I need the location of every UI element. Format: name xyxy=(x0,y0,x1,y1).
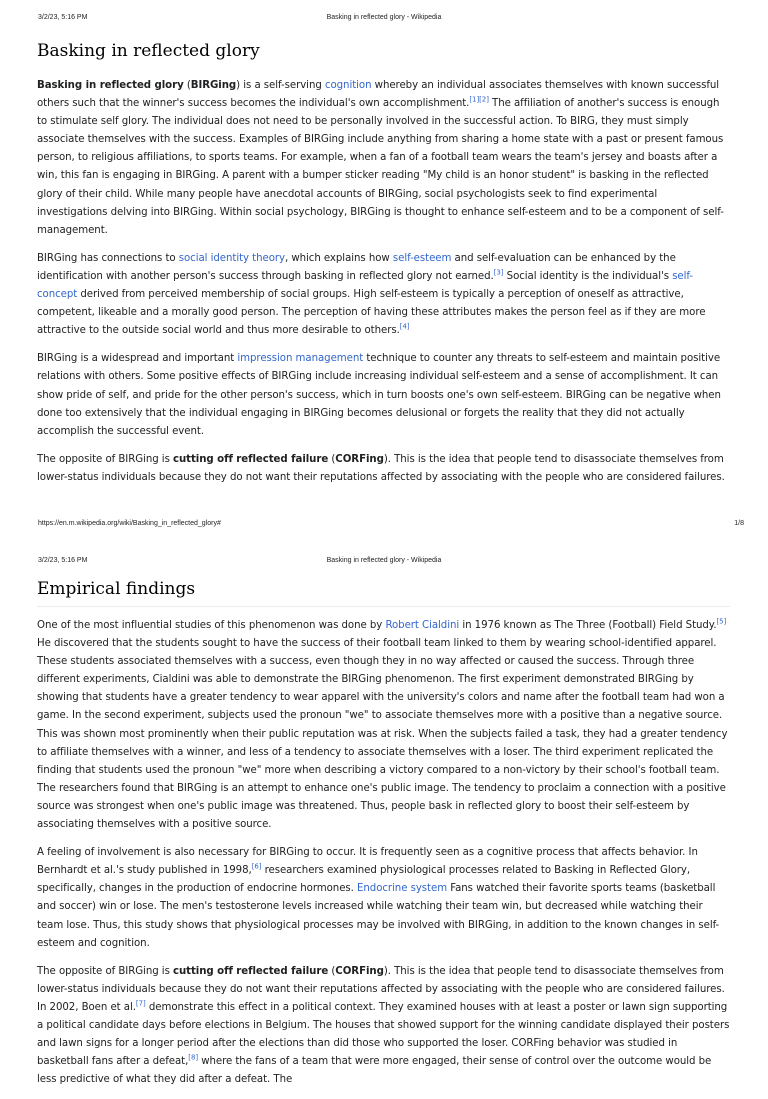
citation-8[interactable]: [8] xyxy=(188,1053,199,1062)
print-datetime: 3/2/23, 5:16 PM xyxy=(38,557,88,564)
print-page-number: 1/8 xyxy=(734,520,744,527)
citation-3[interactable]: [3] xyxy=(493,268,504,277)
print-page-title: Basking in reflected glory - Wikipedia xyxy=(326,14,442,21)
intro-paragraph-2: BIRGing has connections to social identity theory, which explains how self-esteem and self-evaluation can be enhanced by the identification with another person's success through basking in reflected glory not earned.[3] Social identity is the individual's self-concept derived from perceived membership of social groups. High self-esteem is typically a perception of oneself as attractive, competent, likeable and a morally good person. The perception of having these attributes makes the person feel as if they are more attractive to the outside social world and thus more desirable to others.[4] xyxy=(37,252,706,337)
print-page-title: Basking in reflected glory - Wikipedia xyxy=(326,557,442,564)
citation-6[interactable]: [6] xyxy=(251,862,262,871)
empirical-paragraph-3: The opposite of BIRGing is cutting off reflected failure (CORFing). This is the idea that people tend to disassociate themselves from lower-status individuals because they do not want their reputations affected by associating with the people who are considered failures. In 2002, Boen et al.[7] demonstrate this effect in a political context. They examined houses with at least a poster or lawn sign supporting a political candidate days before elections in Belgium. The houses that showed support for the winning candidate displayed their posters and lawn signs for a longer period after the elections than did those who supported the loser. CORFing behavior was studied in basketball fans after a defeat,[8] where the fans of a team that were more engaged, their sense of control over the outcome would be less predictive of what they did after a defeat. The xyxy=(37,965,730,1086)
link-social-identity-theory[interactable]: social identity theory xyxy=(178,252,285,264)
article-intro xyxy=(37,40,730,497)
intro-paragraph-1: Basking in reflected glory (BIRGing) is a self-serving cognition whereby an individual associates themselves with known successful others such that the winner's success becomes the individual's own accomplishment.[1][2] The affiliation of another's success is enough to stimulate self glory. The individual does not need to be personally involved in the successful action. To BIRG, they must simply associate themselves with the success. Examples of BIRGing include anything from sharing a home state with a past or present famous person, to religious affiliations, to sports teams. For example, when a fan of a football team wears the team's jersey and boasts after a win, this fan is engaging in BIRGing. A parent with a bumper sticker reading "My child is an honor student" is basking in the reflected glory of their child. While many people have anecdotal accounts of BIRGing, social psychologists seek to find experimental investigations delving into BIRGing. Within social psychology, BIRGing is thought to enhance self-esteem and to be a component of self-management. xyxy=(37,80,724,236)
citation-4[interactable]: [4] xyxy=(399,322,410,331)
intro-paragraph-4: The opposite of BIRGing is cutting off reflected failure (CORFing). This is the idea that people tend to disassociate themselves from lower-status individuals because they do not want their reputations affected by associating with the people who are considered failures. xyxy=(37,453,725,483)
print-footer xyxy=(0,520,768,534)
link-impression-management[interactable]: impression management xyxy=(237,353,364,365)
citation-1[interactable]: [1] xyxy=(469,95,480,104)
empirical-paragraph-2: A feeling of involvement is also necessary for BIRGing to occur. It is frequently seen as a cognitive process that affects behavior. In Bernhardt et al.'s study published in 1998,[6] researchers examined physiological processes related to Basking in Reflected Glory, specifically, changes in the production of endocrine hormones. Endocrine system Fans watched their favorite sports teams (basketball and soccer) win or lose. The men's testosterone levels increased while watching their team win, but decreased while watching their team lose. Thus, this study shows that physiological processes may be involved with BIRGing, in addition to the known changes in self-esteem and cognition. xyxy=(37,847,720,949)
section-empirical-findings xyxy=(37,578,730,1099)
print-header-page-2 xyxy=(0,557,768,571)
link-cognition[interactable]: cognition xyxy=(324,80,372,91)
link-robert-cialdini[interactable]: Robert Cialdini xyxy=(385,620,460,631)
link-self-esteem[interactable]: self-esteem xyxy=(392,252,452,264)
empirical-paragraph-1: One of the most influential studies of this phenomenon was done by Robert Cialdini in 1976 known as The Three (Football) Field Study.[5] He discovered that the students sought to have the success of their football team linked to them by wearing school-identified apparel. These students associated themselves with a success, even though they in no way affected or caused the success. Through three different experiments, Cialdini was able to demonstrate the BIRGing phenomenon. The first experiment demonstrated BIRGing by showing that students have a greater tendency to wear apparel with the university's colors and name after the football team had won a game. In the second experiment, subjects used the pronoun "we" to associate themselves more with a positive than a negative source. This was shown most prominently when their public reputation was at risk. When the subjects failed a task, they had a greater tendency to affiliate themselves with a winner, and less of a tendency to associate themselves with a loser. The third experiment replicated the finding that students used the pronoun "we" more when describing a victory compared to a non-victory by their school's football team. The researchers found that BIRGing is an attempt to enhance one's public image. The tendency to proclaim a connection with a positive source was strongest when one's public image was threatened. Thus, people bask in reflected glory to boost their self-esteem by associating themselves with a positive source. xyxy=(37,617,728,831)
print-datetime: 3/2/23, 5:16 PM xyxy=(38,14,88,21)
section-heading: Empirical findings xyxy=(37,578,730,607)
print-url: https://en.m.wikipedia.org/wiki/Basking_in_reflected_glory# xyxy=(38,520,221,527)
print-header xyxy=(0,14,768,28)
link-self-concept[interactable]: self-concept xyxy=(37,270,693,301)
citation-5[interactable]: [5] xyxy=(716,617,727,626)
page-title: Basking in reflected glory xyxy=(37,41,260,61)
intro-paragraph-3: BIRGing is a widespread and important impression management technique to counter any threats to self-esteem and maintain positive relations with others. Some positive effects of BIRGing include increasing individual self-esteem and a sense of accomplishment. It can show pride of self, and pride for the other person's success, which in turn boosts one's own self-esteem. BIRGing can be negative when done too extensively that the individual engaging in BIRGing becomes delusional or forgets the reality that they did not actually accomplish the successful event. xyxy=(37,353,721,437)
citation-2[interactable]: [2] xyxy=(479,95,489,104)
citation-7[interactable]: [7] xyxy=(135,999,146,1008)
link-endocrine-system[interactable]: Endocrine system xyxy=(357,883,448,895)
